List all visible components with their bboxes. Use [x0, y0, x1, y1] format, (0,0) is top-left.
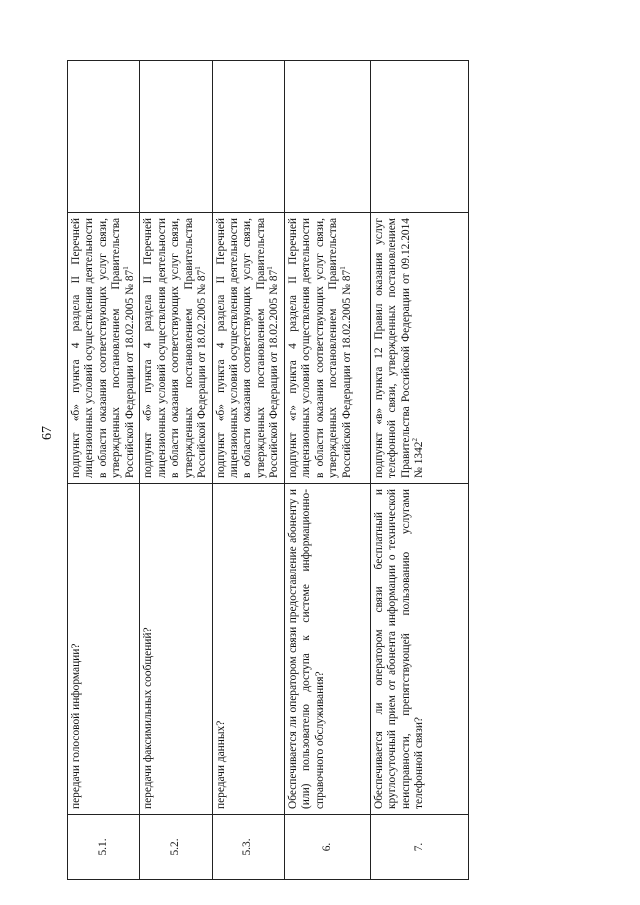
reference-text: подпункт «б» пункта 4 раздела II Перечней лицензионных условий осуществления деятельности в области оказания соответствующих услуг связи, утвержденных постановлением Правительства Российской Федерации от 18.02.2005 № 87 [70, 218, 136, 478]
question-cell: Обеспечивается ли оператором связи бесплатный и круглосуточный прием от абонента информации о технической неисправности, препятствующей пользованию услугами телефонной связи? [370, 484, 468, 815]
footnote-mark: 1 [194, 266, 203, 270]
question-cell: Обеспечивается ли оператором связи предоставление абоненту и (или) пользователю доступа к системе информационно-справочного обслуживания? [284, 484, 370, 815]
footnote-mark: 1 [122, 266, 131, 270]
row-number: 5.2. [140, 815, 212, 880]
answer-cell [212, 61, 284, 213]
row-number: 5.3. [212, 815, 284, 880]
footnote-mark: 1 [266, 266, 275, 270]
question-cell: передачи факсимильных сообщений? [140, 484, 212, 815]
footnote-mark: 2 [411, 438, 420, 442]
reference-text: подпункт «в» пункта 12 Правил оказания услуг телефонной связи, утвержденных постановлением Правительства Российской Федерации от 09.12.2014 № 1342 [372, 218, 426, 478]
reference-cell [140, 213, 212, 484]
row-number: 5.1. [68, 815, 140, 880]
question-cell: передачи голосовой информации? [68, 484, 140, 815]
table-row [140, 61, 212, 880]
reference-cell [212, 213, 284, 484]
table-row [284, 61, 370, 880]
table-row [370, 61, 468, 880]
reference-text: подпункт «г» пункта 4 раздела II Перечней лицензионных условий осуществления деятельности в области оказания соответствующих услуг связи, утвержденных постановлением Правительства Российской Федерации от 18.02.2005 № 87 [286, 218, 353, 478]
row-number: 7. [370, 815, 468, 880]
reference-cell [284, 213, 370, 484]
row-number: 6. [284, 815, 370, 880]
page-number: 67 [40, 426, 55, 440]
reference-text: подпункт «б» пункта 4 раздела II Перечней лицензионных условий осуществления деятельности в области оказания соответствующих услуг связи, утвержденных постановлением Правительства Российской Федерации от 18.02.2005 № 87 [214, 218, 281, 478]
checklist-table-wrap [67, 60, 459, 880]
table-row [212, 61, 284, 880]
table-row [68, 61, 140, 880]
answer-cell [140, 61, 212, 213]
answer-cell [284, 61, 370, 213]
answer-cell [370, 61, 468, 213]
footnote-mark: 1 [338, 266, 347, 270]
checklist-table [67, 60, 469, 880]
reference-text: подпункт «б» пункта 4 раздела II Перечней лицензионных условий осуществления деятельности в области оказания соответствующих услуг связи, утвержденных постановлением Правительства Российской Федерации от 18.02.2005 № 87 [142, 218, 209, 478]
answer-cell [68, 61, 140, 213]
reference-cell [68, 213, 140, 484]
question-cell: передачи данных? [212, 484, 284, 815]
reference-cell [370, 213, 468, 484]
